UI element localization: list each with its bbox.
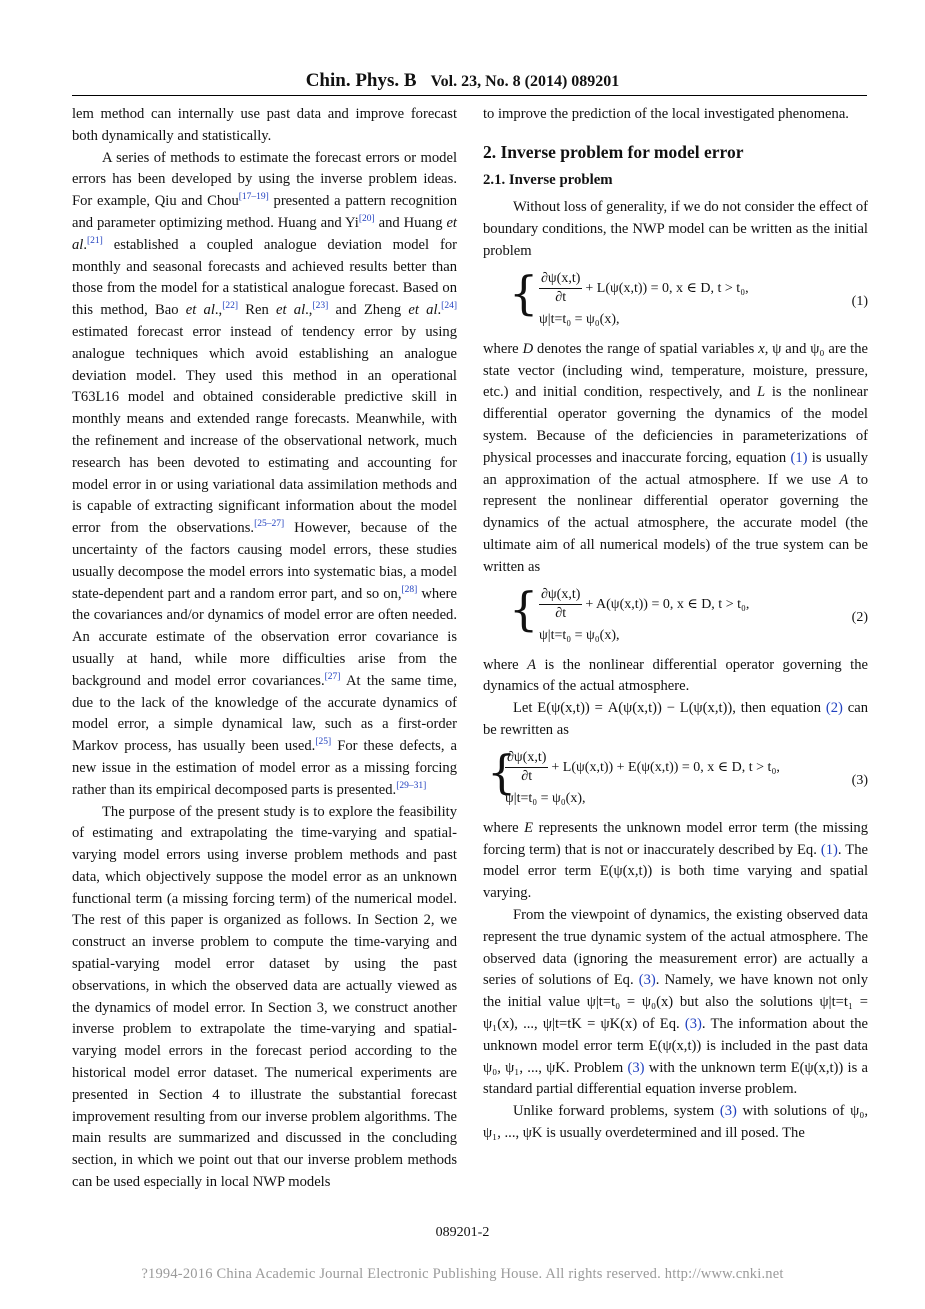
citation-link[interactable]: [17–19] bbox=[238, 192, 269, 203]
paragraph: A series of methods to estimate the forecast errors or model errors has been developed by using the inverse problem ideas. For example, Qiu and Chou[17–19] presented a pattern recognition and parameter optimizing method. Huang and Yi[20] and Huang et al.[21] established a coupled analogue deviation model for monthly and seasonal forecasts and achieved results better than those from the model for a statistical analogue forecast. Based on this method, Bao et al.,[22] Ren et al.,[23] and Zheng et al.[24] estimated forecast error instead of tendency error by using analogue techniques which avoid establishing an analogue deviation model. They used this method in an operational T63L16 model and obtained considerable predictive skill in monthly means and extended range forecasts. Meanwhile, with the refinement and increase of the observational network, much research has been devoted to estimating and accounting for model error in or using variational data assimilation methods and is capable of extracting significant information about the model error from the observations.[25–27] However, because of the uncertainty of the factors causing model errors, these studies usually decompose the model errors into systematic bias, a model state-dependent part and a random error part, and so on,[28] where the covariances and/or dynamics of model error are often needed. An accurate estimate of the observation error covariance is usually at hand, while more difficulties arise from the background and model error covariances.[27] At the same time, due to the lack of the knowledge of the accurate dynamics of model error, a simple dynamical law, such as a first-order Markov process, has usually been used.[25] For these defects, a new issue in the estimation of model error as a missing forcing rather than its empirical decomposed parts is presented.[29–31] bbox=[72, 149, 458, 798]
equation-number: (3) bbox=[851, 772, 868, 788]
citation-link[interactable]: [25–27] bbox=[254, 519, 285, 530]
equation-link[interactable]: (2) bbox=[825, 700, 843, 717]
copyright-watermark: ?1994-2016 China Academic Journal Electronic Publishing House. All rights reserved. http://www.cnki.net bbox=[141, 1266, 784, 1282]
equation-link[interactable]: (3) bbox=[684, 1015, 702, 1032]
equation-link[interactable]: (1) bbox=[820, 841, 838, 858]
paragraph: to improve the prediction of the local investigated phenomena. bbox=[483, 106, 849, 122]
paragraph: Without loss of generality, if we do not consider the effect of boundary conditions, the NWP model can be written as the initial problem bbox=[483, 199, 868, 259]
equation-brace: { bbox=[487, 744, 517, 799]
header-rule bbox=[72, 95, 867, 96]
citation-link[interactable]: [20] bbox=[358, 214, 375, 225]
section-title: 2. Inverse problem for model error bbox=[483, 141, 744, 162]
equation-number: (2) bbox=[851, 609, 868, 625]
equation-link[interactable]: (3) bbox=[627, 1059, 645, 1076]
equation-brace: { bbox=[509, 581, 539, 636]
left-column bbox=[72, 104, 457, 1194]
paragraph: Let E(ψ(x,t)) = A(ψ(x,t)) − L(ψ(x,t)), then equation (2) can be rewritten as bbox=[483, 700, 868, 738]
page-number: 089201-2 bbox=[435, 1225, 490, 1240]
equation-1: { $\frac{\partial\psi(x,t)}{\partial t}$ + L(ψ(x,t)) = 0, x ∈ D, t > t₀, ψ|t=t₀ = ψ₀(x), (1) bbox=[509, 265, 868, 327]
citation-link[interactable]: [24] bbox=[441, 301, 457, 312]
citation-link[interactable]: [22] bbox=[222, 301, 239, 312]
paragraph: lem method can internally use past data and improve forecast both dynamically and statistically. bbox=[72, 106, 457, 144]
citation-link[interactable]: [29–31] bbox=[396, 780, 427, 791]
equation-2: { $\frac{\partial\psi(x,t)}{\partial t}$ + A(ψ(x,t)) = 0, x ∈ D, t > t₀, ψ|t=t₀ = ψ₀(x), (2) bbox=[509, 581, 868, 643]
right-column bbox=[483, 104, 868, 1145]
equation-link[interactable]: (1) bbox=[790, 449, 808, 466]
paragraph: where D denotes the range of spatial variables x, ψ and ψ₀ are the state vector (including wind, temperature, moisture, pressure, etc.) and initial condition, respectively, and L is the nonlinear differential operator governing the dynamics of the model system. Because of the deficiencies in parameterizations of physical processes and inaccurate forcing, equation (1) is usually an approximation of the actual atmosphere. If we use A to represent the nonlinear differential operator governing the dynamics of the actual atmosphere, the accurate model (the ultimate aim of all numerical models) of the true system can be written as bbox=[483, 340, 869, 575]
equation-link[interactable]: (3) bbox=[638, 972, 656, 989]
paragraph: where E represents the unknown model error term (the missing forcing term) that is not or inaccurately described by Eq. (1). The model error term E(ψ(x,t)) is both time varying and spatial varying. bbox=[483, 819, 868, 902]
volume-info: Vol. 23, No. 8 (2014) 089201 bbox=[430, 73, 620, 90]
paragraph: Unlike forward problems, system (3) with solutions of ψ₀, ψ₁, ..., ψK is usually overdetermined and ill posed. The bbox=[483, 1103, 868, 1141]
citation-link[interactable]: [28] bbox=[401, 584, 418, 595]
paragraph: From the viewpoint of dynamics, the existing observed data represent the true dynamic system of the actual atmosphere. The observed data (ignoring the measurement error) are actually a series of solutions of Eq. (3). Namely, we have known not only the initial value ψ|t=t₀ = ψ₀(x) but also the solutions ψ|t=t₁ = ψ₁(x), ..., ψ|t=tK = ψK(x) of Eq. (3). The information about the unknown model error term E(ψ(x,t)) is included in the past data ψ₀, ψ₁, ..., ψK. Problem (3) with the unknown term E(ψ(x,t)) is a standard partial differential equation inverse problem. bbox=[483, 906, 869, 1098]
paragraph: The purpose of the present study is to explore the feasibility of estimating and extrapolating the time-varying and spatial-varying model errors using inverse problem methods and past data, which objectively suppose the model error as an unknown functional term (a missing forcing term) of the numerical model. The rest of this paper is organized as follows. In Section 2, we construct an inverse problem to compute the time-varying and spatial-varying model error dataset by using the past observations, in which the observed data are actually viewed as the dynamics of model error. In Section 3, we construct another inverse problem to extrapolate the time-varying and spatial-varying model errors in the forecast period according to the historical model error dataset. The numerical experiments are presented in Section 4 to illustrate the substantial forecast improvement resulting from our inverse problem algorithms. The main results are summarized and discussed in the concluding section, in which we point out that our inverse problem methods can be used especially in local NWP models bbox=[72, 803, 457, 1191]
citation-link[interactable]: [27] bbox=[324, 671, 341, 682]
citation-link[interactable]: [23] bbox=[312, 301, 329, 312]
citation-link[interactable]: [21] bbox=[87, 235, 103, 246]
equation-link[interactable]: (3) bbox=[719, 1103, 737, 1120]
equation-brace: { bbox=[509, 265, 539, 320]
citation-link[interactable]: [25] bbox=[315, 737, 332, 748]
journal-name: Chin. Phys. B bbox=[305, 70, 417, 91]
equation-number: (1) bbox=[851, 293, 868, 309]
running-header bbox=[0, 70, 925, 92]
paragraph: where A is the nonlinear differential operator governing the dynamics of the actual atmosphere. bbox=[483, 656, 868, 695]
equation-3: { $\frac{\partial\psi(x,t)}{\partial t}$ + L(ψ(x,t)) + E(ψ(x,t)) = 0, x ∈ D, t > t₀, ψ|t=t₀ = ψ₀(x), (3) bbox=[487, 744, 868, 806]
subsection-title: 2.1. Inverse problem bbox=[483, 171, 613, 188]
